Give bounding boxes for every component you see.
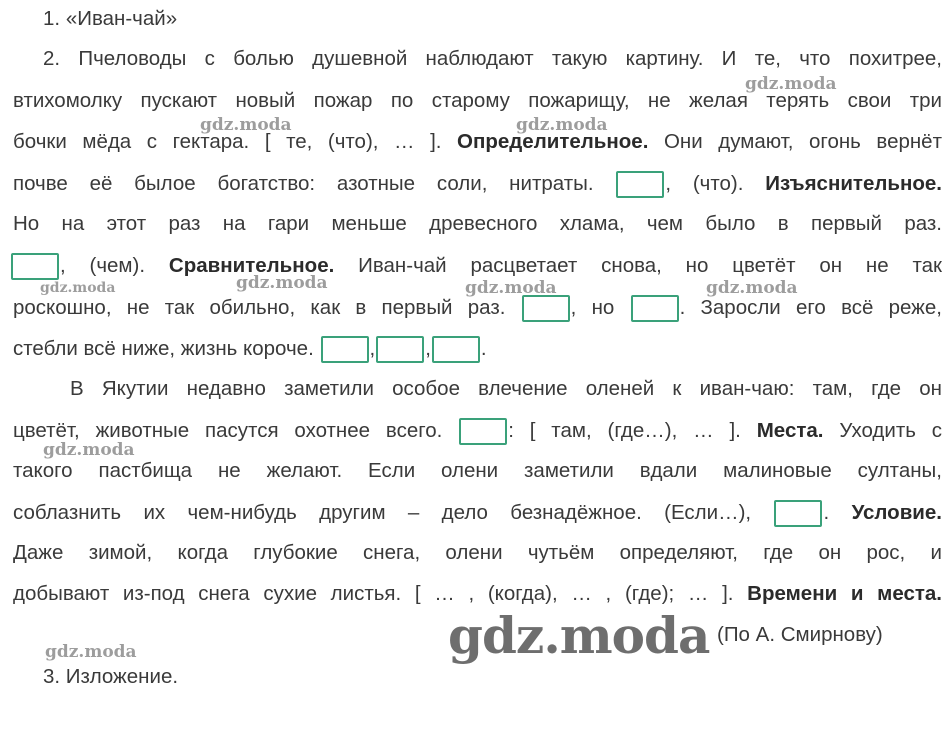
para2-line-6-text: добывают из-под снега сухие листья. [ … , (когда), … , (где); … ]. [13,582,734,605]
sentence-type-label: Времени и места. [747,582,942,605]
para1-line-8-text: стебли всё ниже, жизнь короче. [13,337,314,360]
para1-line-1 [43,47,942,71]
para2-line-5 [13,541,942,565]
sentence-type-label: Сравнительное. [168,254,335,277]
para1-line-3 [13,130,942,154]
watermark: gdz.moda [706,278,798,298]
para1-line-5-text: Но на этот раз на гари меньше древесного хлама, чем было в первый раз. [13,212,942,235]
watermark: gdz.moda [516,115,608,135]
watermark: gdz.moda [236,273,328,293]
para1-line-6-tail: Иван-чай расцветает снова, но цветёт он не так [358,254,943,277]
para2-line-3-text: такого пастбища не желают. Если олени заметили вдали малиновые султаны, [13,459,942,482]
para1-line-7-text: роскошно, не так обильно, как в первый раз. [13,296,506,319]
watermark: gdz.moda [200,115,292,135]
separator: . [480,337,487,360]
para2-line-5-text: Даже зимой, когда глубокие снега, олени чутьём определяют, где он рос, и [13,541,942,564]
attribution-text: (По А. Смирнову) [717,623,883,646]
para2-line-2-text: цветёт, животные пасутся охотнее всего. [13,419,443,442]
para1-line-3-text: бочки мёда с гектара. [ те, (что), … ]. [13,130,442,153]
para2-line-3 [13,459,942,483]
sentence-type-label: Условие. [851,501,943,524]
scheme-text: , (что). [665,172,744,195]
sentence-type-label: Места. [756,419,824,442]
item-1-number: 1. [43,7,61,30]
item-3 [43,665,178,689]
para1-line-7-tail: . Заросли его всё реже, [679,296,942,319]
para1-line-8 [13,336,942,363]
separator: . [823,501,830,524]
watermark: gdz.moda [40,280,116,296]
answer-box[interactable] [432,336,480,363]
answer-box[interactable] [459,418,507,445]
para2-line-4-text: соблазнить их чем-нибудь другим – дело безнадёжное. (Если…), [13,501,752,524]
answer-box[interactable] [774,500,822,527]
answer-box[interactable] [376,336,424,363]
para2-line-2 [13,418,942,445]
attribution [717,623,883,647]
answer-box[interactable] [321,336,369,363]
answer-box[interactable] [11,253,59,280]
item-1-title: «Иван-чай» [65,7,178,30]
para2-line-1 [70,377,942,401]
answer-box[interactable] [522,295,570,322]
scheme-text: , но [570,296,615,319]
para1-line-1-text: 2. Пчеловоды с болью душевной наблюдают такую картину. И те, что похитрее, [43,47,942,70]
para1-line-5 [13,212,942,236]
para2-line-1-text: В Якутии недавно заметили особое влечение оленей к иван-чаю: там, где он [70,377,942,400]
answer-box[interactable] [631,295,679,322]
watermark: gdz.moda [465,278,557,298]
para1-line-4-text: почве её былое богатство: азотные соли, нитраты. [13,172,594,195]
para2-line-2-tail: Уходить с [839,419,942,442]
scheme-text: : [ там, (где…), … ]. [508,419,741,442]
item-3-text: 3. Изложение. [43,665,179,688]
para1-line-7 [13,295,942,322]
para1-line-3-tail: Они думают, огонь вернёт [663,130,942,153]
para2-line-4 [13,500,942,527]
sentence-type-label: Определительное. [457,130,649,153]
separator: , [369,337,376,360]
watermark: gdz.moda [745,74,837,94]
para1-line-4 [13,171,942,198]
watermark: gdz.moda [45,642,137,662]
scheme-text: , (чем). [60,254,146,277]
item-1 [43,7,177,31]
para2-line-6 [13,582,942,606]
para1-line-6 [10,253,942,280]
sentence-type-label: Изъяснительное. [765,172,942,195]
answer-box[interactable] [616,171,664,198]
separator: , [425,337,431,360]
watermark-large: gdz.moda [448,606,710,665]
watermark: gdz.moda [43,440,135,460]
para1-line-2-text: втихомолку пускают новый пожар по старому пожарищу, не желая терять свои три [13,89,942,112]
